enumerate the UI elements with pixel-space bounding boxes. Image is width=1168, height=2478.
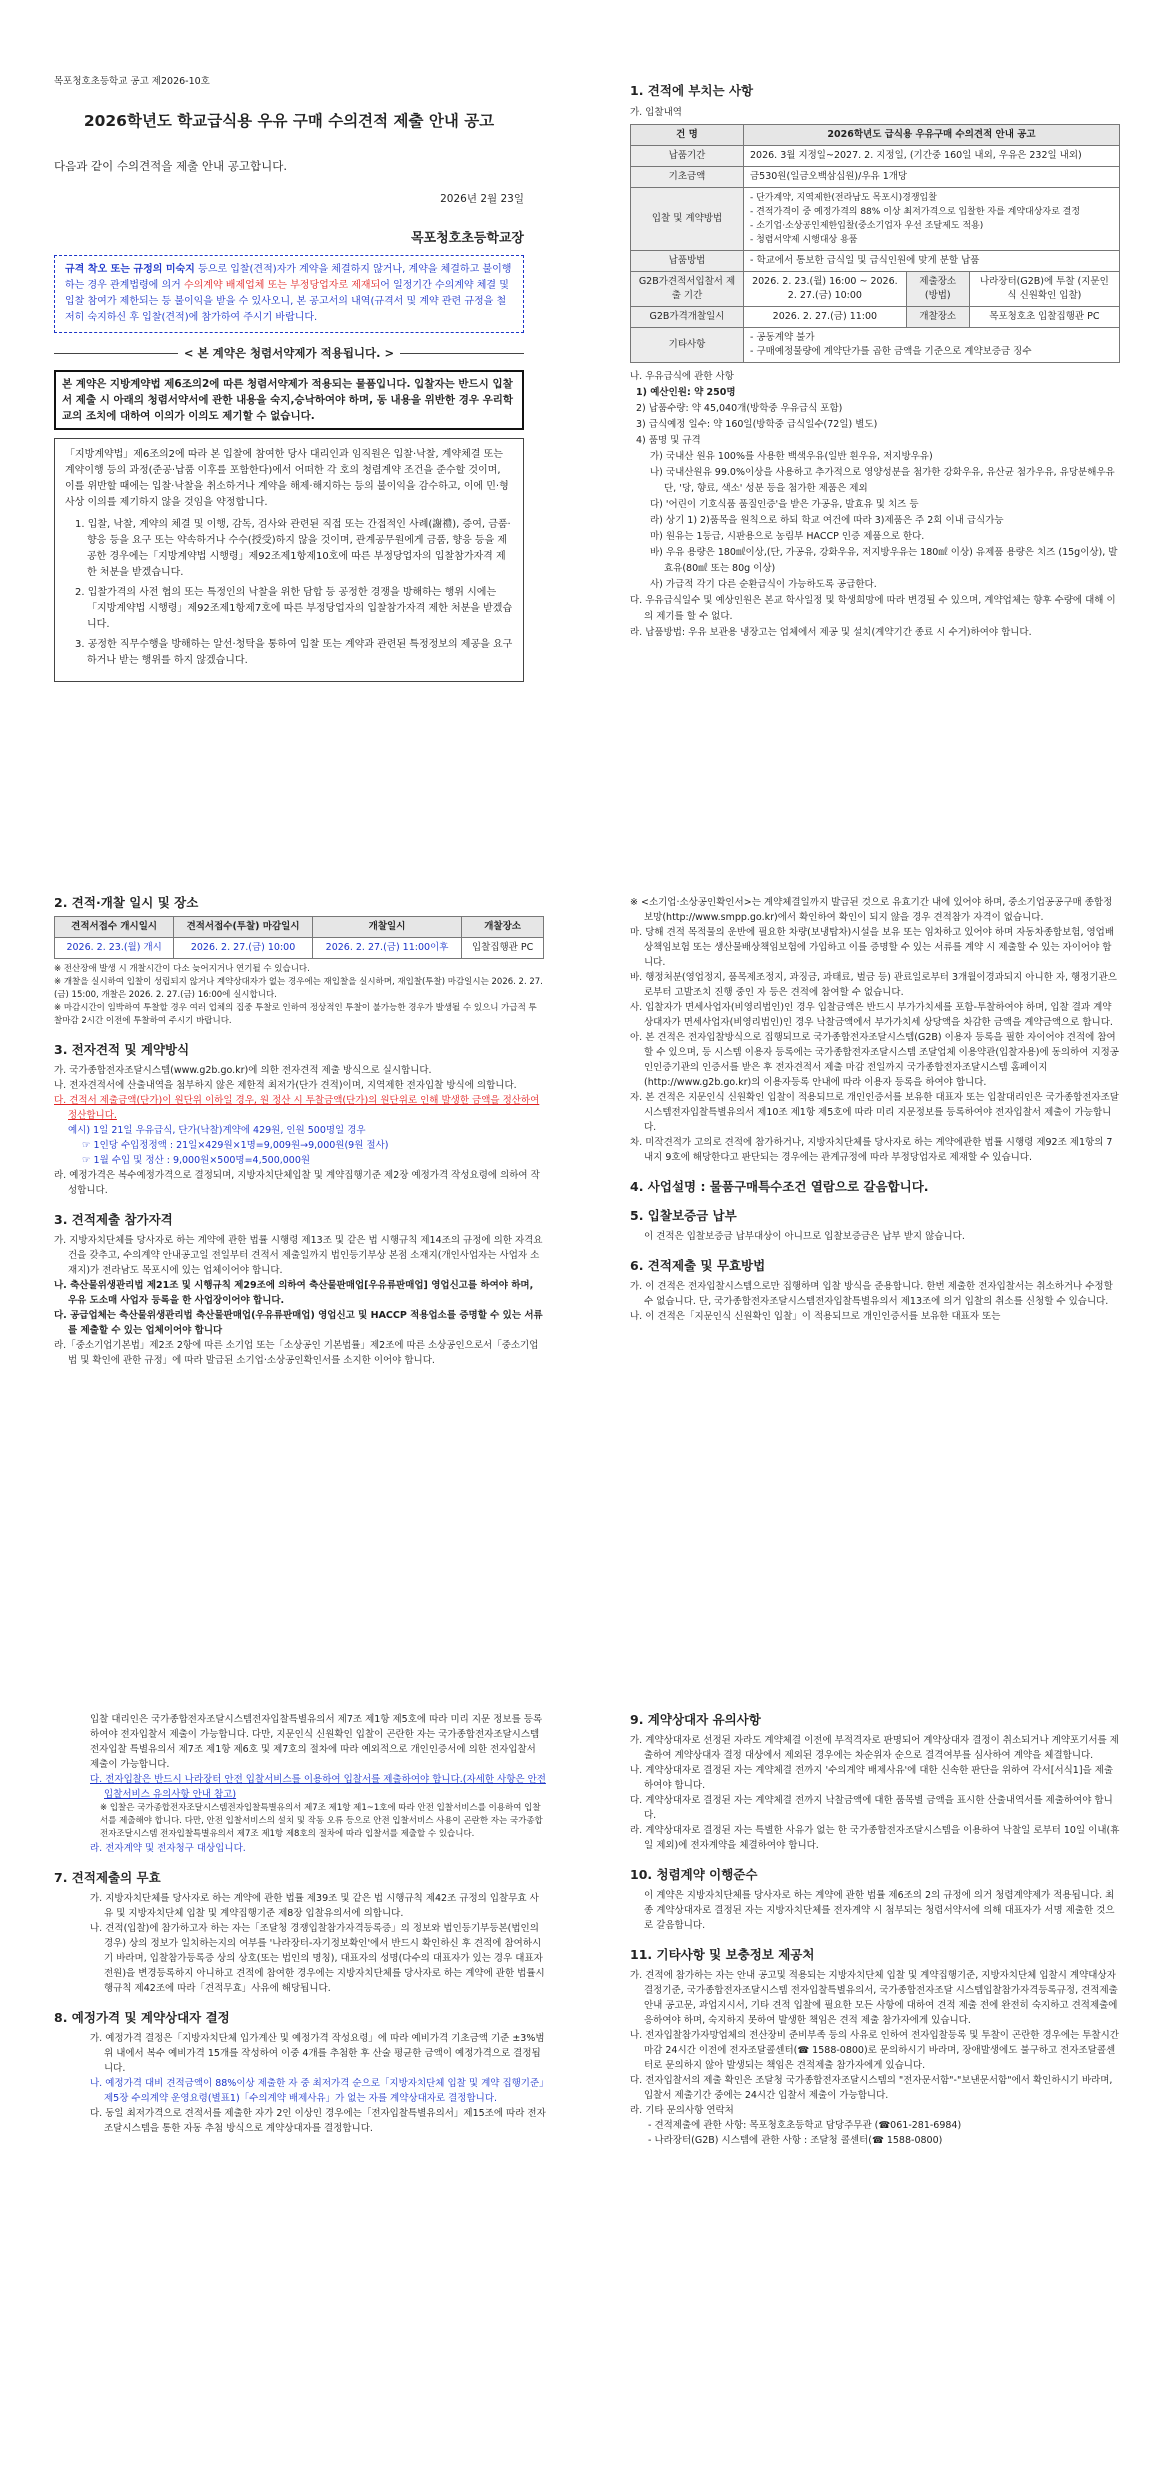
sec8-a: 가. 예정가격 결정은「지방자치단체 입가계산 및 예정가격 작성요령」에 따라 예비가격 기초금액 기준 ±3%범위 내에서 복수 예비가격 15개를 작성하여 이중 4개를 추첨한 후 산술 평균한 금액이 예정가격으로 결정됩니다. bbox=[90, 2033, 545, 2074]
warning-tail: 어 일정기간 수의계약 체결 및 입찰 참여가 제한되는 등 불이익을 받을 수 있사오니, 본 공고서의 내역(규격서 및 계약 관련 규정을 철저히 숙지하신 후 입찰(견적)에 참가하여 주시기 바랍니다. bbox=[65, 280, 509, 323]
sec3-example-2: ☞ 1월 수입 및 정산 : 9,000원×500명=4,500,000원 bbox=[82, 1155, 311, 1166]
sec9-d: 라. 계약상대자로 결정된 자는 특별한 사유가 없는 한 국가종합전자조달시스템을 이용하여 낙찰일 로부터 10일 이내(휴일 제외)에 전자계약을 체결하여야 합니다. bbox=[630, 1825, 1120, 1851]
warning-mid: 등으로 입찰(견적)자가 계약을 체결하지 않거나, 계약을 체결하고 불이행하는 경우 관계법령에 의거 bbox=[65, 264, 512, 291]
sec3-c: 다. 견적서 제출금액(단가)이 원단위 이하일 경우, 원 정산 시 투찰금액(단가)의 원단위로 인해 발생한 금액을 정산하여 정산합니다. bbox=[54, 1095, 540, 1121]
doc-number: 목포청호초등학교 공고 제2026-10호 bbox=[54, 76, 210, 87]
section-2-4 bbox=[54, 895, 544, 1368]
col-header: 견적서접수 개시일시 bbox=[55, 917, 174, 938]
integrity-banner bbox=[54, 345, 524, 362]
sec10-text: 이 계약은 지방자치단체를 당사자로 하는 계약에 관한 법률 제6조의 2의 규정에 의거 청렴계약제가 적용됩니다. 최종 계약상대자로 결정된 자는 지방자치단체를 전자계약 시 첨부되는 청렴서약서에 의해 대표자가 서명 제출한 것으로 갈음합니다. bbox=[644, 1890, 1115, 1931]
cell: 목포청호초 입찰집행관 PC bbox=[969, 307, 1119, 328]
sec8-b: 나. 예정가격 대비 견적금액이 88%이상 제출한 자 중 최저가격 순으로「지방자치단체 입찰 및 계약 집행기준」제5장 수의계약 운영요령(별표1)「수의계약 배제사유」가 없는 자를 계약상대자로 결정합니다. bbox=[90, 2078, 544, 2104]
table-row bbox=[631, 272, 1120, 307]
cell: 2026. 2. 27.(금) 11:00 bbox=[744, 307, 907, 328]
date: 2026년 2월 23일 bbox=[440, 193, 524, 205]
sec9-b: 나. 계약상대자로 결정된 자는 계약체결 전까지 '수의계약 배제사유'에 대한 신속한 판단을 위하여 각서[서식1]을 제출하여야 합니다. bbox=[630, 1765, 1114, 1791]
smpp-note: ※ <소기업·소상공인확인서>는 계약체결일까지 발급된 것으로 유효기간 내에 있어야 하며, 중소기업공공구매 종합정보망(http://www.smpp.go.kr)에서 확인하여 확인이 되지 않을 경우 견적참가 자격이 없습니다. bbox=[630, 897, 1113, 923]
cell: - 학교에서 통보한 급식일 및 급식인원에 맞게 분할 납품 bbox=[744, 251, 1120, 272]
sec4-c: 다. 공급업체는 축산물위생관리법 축산물판매업(우유류판매업) 영업신고 및 HACCP 적용업소를 증명할 수 있는 서류를 제출할 수 있는 업체이어야 합니다 bbox=[54, 1310, 543, 1336]
spec-item: 나) 국내산원유 99.0%이상을 사용하고 추가적으로 영양성분을 첨가한 강화우유, 유산균 첨가우유, 유당분해우유 단, '당, 향료, 색소' 성분 등을 첨가한 제품은 제외 bbox=[650, 467, 1115, 494]
contact-school: - 견적제출에 관한 사항: 목포청호초등학교 담당주무관 (☎061-281-6984) bbox=[648, 2120, 962, 2131]
note: ※ 개찰을 실시하여 입찰이 성립되지 않거나 계약상대자가 없는 경우에는 재입찰을 실시하며, 재입찰(투찰) 마감일시는 2026. 2. 27.(금) 15:00, 개찰은 2026. 2. 27.(금) 16:00에 실시합니다. bbox=[54, 977, 543, 1000]
cell: 입찰집행관 PC bbox=[462, 938, 544, 959]
intro-text: 다음과 같이 수의견적을 제출 안내 공고합니다. bbox=[54, 159, 288, 173]
sec2-title: 2. 견적·개찰 일시 및 장소 bbox=[54, 895, 199, 910]
cell: 2026. 2. 23.(월) 개시 bbox=[55, 938, 174, 959]
sec11-title: 11. 기타사항 및 보충정보 제공처 bbox=[630, 1947, 815, 1962]
sec3-b: 나. 전자견적서에 산출내역을 첨부하지 않은 제한적 최저가(단가 견적)이며, 지역제한 전자입찰 방식에 의합니다. bbox=[54, 1080, 517, 1091]
item-ba: 바. 행정처분(영업정지, 품목제조정지, 과징금, 과태료, 벌금 등) 관료일로부터 3개월이경과되지 아니한 자, 행정기관으로부터 고발조치 진행 중인 자 등은 견적에 참여할 수 없습니다. bbox=[630, 972, 1117, 998]
cell: - 단가계약, 지역제한(전라남도 목포시)경쟁입찰 - 견적가격이 중 예정가격의 88% 이상 최저가격으로 입찰한 자를 계약대상자로 결정 - 소기업·소상공인제한입찰(중소기업자 우선 조달제도 적용) - 청렴서약제 시행대상 용품 bbox=[744, 188, 1120, 251]
sec11-b: 나. 전자입찰참가자망업체의 전산장비 준비부족 등의 사유로 인하여 전자입찰등록 및 투찰이 곤란한 경우에는 투찰시간 마감 24시간 이전에 전자조달콜센터(☎ 1588-0800)로 문의하시기 바라며, 장애발생에도 불구하고 전자조달콜센터로 문의하지 않아 발생되는 책임은 견적제출 참가자에게 있습니다. bbox=[630, 2030, 1119, 2071]
warning-lead: 규격 착오 또는 규정의 미숙지 bbox=[65, 264, 195, 275]
spec-item: 2) 납품수량: 약 45,040개(방학중 우유급식 포함) bbox=[636, 403, 843, 414]
cell: - 공동계약 불가 - 구매예정물량에 계약단가를 곱한 금액을 기준으로 계약보증금 징수 bbox=[744, 328, 1120, 363]
cell: G2B가격개찰일시 bbox=[631, 307, 744, 328]
item-sa: 사. 입찰자가 면세사업자(비영리법인)인 경우 입찰금액은 반드시 부가가치세를 포함-투찰하여야 하며, 입찰 결과 계약상대자가 면세사업자(비영리법인)인 경우 낙찰금액에서 부가가치세 상당액을 차감한 금액을 계약금액으로 합니다. bbox=[630, 1002, 1113, 1028]
section-4-6 bbox=[630, 895, 1120, 1324]
item-ja: 자. 본 견적은 지문인식 신원확인 입찰이 적용되므로 개인인증서를 보유한 대표자 또는 입찰대리인은 국가종합전자조달시스템전자입찰특별유의서 제10조 제1항 제5호에 따라 미리 지문정보를 등록하여야 전자입찰서 제출이 가능합니다. bbox=[630, 1092, 1119, 1133]
pledge-box bbox=[54, 438, 524, 682]
spec-lead: 나. 우유급식에 관한 사항 bbox=[630, 371, 734, 382]
bid-table bbox=[630, 124, 1120, 363]
schedule-table bbox=[54, 916, 544, 959]
sec4-title: 3. 견적제출 참가자격 bbox=[54, 1212, 173, 1227]
cell: 기타사항 bbox=[631, 328, 744, 363]
sec6-note: ※ 입찰은 국가종합전자조달시스템전자입찰특별유의서 제7조 제1항 제1~1호에 따라 안전 입찰서비스를 이용하여 입찰서를 제출해야 합니다. 다만, 안전 입찰서비스의 설치 및 작동 오류 등으로 안전 입찰서비스 사용이 곤란한 자는 국가종합전자조달시스템 전자입찰특별유의서 제7조 제1항 제8호의 절차에 따라 입찰서를 제출할 수 있습니다. bbox=[100, 1803, 543, 1839]
sec7-title: 7. 견적제출의 무효 bbox=[54, 1870, 161, 1885]
issuer: 목포청호초등학교장 bbox=[410, 231, 524, 246]
cell: 납품기간 bbox=[631, 146, 744, 167]
cell: 2026. 2. 27.(금) 11:00이후 bbox=[312, 938, 461, 959]
sec-deposit-title: 5. 입찰보증금 납부 bbox=[630, 1208, 737, 1223]
integrity-banner-text: < 본 계약은 청렴서약제가 적용됩니다. > bbox=[183, 346, 395, 360]
sec10-title: 10. 청렴계약 이행준수 bbox=[630, 1867, 758, 1882]
warning-box bbox=[54, 255, 524, 333]
sec4-a: 가. 지방자치단체를 당사자로 하는 계약에 관한 법률 시행령 제13조 및 같은 법 시행규칙 제14조의 규정에 의한 자격요건을 갖추고, 수의계약 안내공고일 전일부터 견적서 제출일까지 법인등기부상 본점 소재지(개인사업자는 사업자 소재지)가 전라남도 목포시에 있는 업체이어야 합니다. bbox=[54, 1235, 543, 1276]
sec6-title: 6. 견적제출 및 무효방법 bbox=[630, 1258, 766, 1273]
spec-item: 마) 원유는 1등급, 시판용으로 농림부 HACCP 인증 제품으로 한다. bbox=[650, 531, 925, 542]
spec-item: 라. 납품방법: 우유 보관용 냉장고는 업체에서 제공 및 설치(계약기간 종료 시 수거)하여야 합니다. bbox=[630, 627, 1032, 638]
note: ※ 전산장애 발생 시 개찰시간이 다소 늦어지거나 연기될 수 있습니다. bbox=[54, 964, 310, 974]
page-title: 2026학년도 학교급식용 우유 구매 수의견적 제출 안내 공고 bbox=[83, 112, 495, 130]
sec6-b: 나. 이 견적은「지문인식 신원확인 입찰」이 적용되므로 개인인증서를 보유한 대표자 또는 bbox=[630, 1311, 1001, 1322]
cell: 금530원(일금오백삼십원)/우유 1개당 bbox=[744, 167, 1120, 188]
section-9-11 bbox=[630, 1712, 1120, 2148]
spec-item: 라) 상기 1) 2)품목을 원칙으로 하되 학교 여건에 따라 3)제품은 주 2회 이내 급식가능 bbox=[650, 515, 1004, 526]
col-header: 개찰일시 bbox=[312, 917, 461, 938]
table-row bbox=[631, 307, 1120, 328]
pledge-body: 「지방계약법」제6조의2에 따라 본 입찰에 참여한 당사 대리인과 임직원은 입찰·낙찰, 계약체결 또는 계약이행 등의 과정(준공·납품 이후를 포함한다)에서 어떠한 각 호의 청렴계약 조건을 준수할 것이며, 이를 위반할 때에는 입찰·낙찰을 취소하거나 계약을 해제·해지하는 등의 불이익을 감수하고, 이에 민·형사상 이의를 제기하지 않을 것임을 약정합니다. bbox=[65, 449, 509, 508]
note: ※ 마감시간이 임박하여 투찰할 경우 여러 업체의 집중 투찰로 인하여 정상적인 투찰이 불가능한 경우가 발생될 수 있으니 가급적 투찰마감 2시간 이전에 투찰하여 주시기 바랍니다. bbox=[54, 1003, 537, 1026]
sec11-c: 다. 전자입찰서의 제출 확인은 조달청 국가종합전자조달시스템의 "전자문서함"-"보낸문서함"에서 확인하시기 바라며, 입찰서 제출기간 중에는 24시간 입찰서 제출이 가능합니다. bbox=[630, 2075, 1113, 2101]
sec3-example-1: ☞ 1인당 수입정정액 : 21일×429원×1명=9,009원→9,000원(9원 절사) bbox=[82, 1140, 389, 1151]
spec-item: 1) 예산인원: 약 250명 bbox=[636, 387, 736, 398]
bid-table-th-label: 건 명 bbox=[631, 125, 744, 146]
sec1-title: 1. 견적에 부치는 사항 bbox=[630, 83, 754, 98]
pledge-item-2: 2. 입찰가격의 사전 협의 또는 특정인의 낙찰을 위한 담합 등 공정한 경쟁을 방해하는 행위 시에는「지방계약법 시행령」제92조제1항제7호에 따른 부정당업자의 입찰참가자격 제한 처분을 받겠습니다. bbox=[75, 587, 513, 630]
sec2-notes bbox=[54, 963, 544, 1028]
sec1-sub: 가. 입찰내역 bbox=[630, 107, 682, 118]
spec-item: 3) 급식예정 일수: 약 160일(방학중 급식일수(72일) 별도) bbox=[636, 419, 878, 430]
section-6-8 bbox=[54, 1712, 546, 2136]
cell: 2026. 2. 27.(금) 10:00 bbox=[174, 938, 313, 959]
section-header bbox=[54, 74, 524, 682]
pledge-item-3: 3. 공정한 직무수행을 방해하는 알선·청탁을 통하여 입찰 또는 계약과 관련된 특정정보의 제공을 요구하거나 받는 행위를 하지 않겠습니다. bbox=[75, 639, 513, 666]
sec7-b: 나. 견적(입찰)에 참가하고자 하는 자는「조달청 경쟁입찰참가자격등록증」의 정보와 법인등기부등본(법인의 경우) 상의 정보가 일치하는지의 여부를 '나라장터-자기정보확인'에서 반드시 확인하신 후 견적에 참여하시기 바라며, 입찰참가등록증 상의 상호(또는 법인의 명칭), 대표자의 성명(다수의 대표자가 있는 경우 대표자 전원)을 변경등록하지 아니하고 견적에 참여한 경우에는 지방자치단체를 당사자로 하는 계약에 관한 법률시행규칙 제42조에 따라「견적무효」사유에 해당됩니다. bbox=[90, 1923, 545, 1994]
spec-item: 사) 가급적 각기 다른 순환급식이 가능하도록 공급한다. bbox=[650, 579, 877, 590]
pledge-item-1: 1. 입찰, 낙찰, 계약의 체결 및 이행, 감독, 검사와 관련된 직접 또는 간접적인 사례(謝禮), 증여, 금품·향응 등을 요구 또는 약속하거나 수수(授受)하지 않을 것이며, 관계공무원에게 금품, 향응 등을 제공한 경우에는「지방계약법 시행령」제92조제1항제10호에 따른 부정당업자의 입찰참가자격 제한 처분을 받겠습니다. bbox=[75, 519, 511, 578]
sec3-d: 라. 예정가격은 복수예정가격으로 결정되며, 지방자치단체입찰 및 계약집행기준 제2장 예정가격 작성요령에 의하여 작성합니다. bbox=[54, 1170, 540, 1196]
sec4-b: 나. 축산물위생관리법 제21조 및 시행규칙 제29조에 의하여 축산물판매업[우유류판매업] 영업신고를 하여야 하며, 우유 도소매 사업자 등록을 한 사업장이어야 합니다. bbox=[54, 1280, 534, 1306]
item-cha: 차. 미작견적가 고의로 견적에 참가하거나, 지방자치단체를 당사자로 하는 계약에관한 법률 시행령 제92조 제1항의 7내지 9호에 해당한다고 판단되는 경우에는 관계규정에 따라 부정당업자로 제재할 수 있습니다. bbox=[630, 1137, 1113, 1163]
cell: 제출장소 (방법) bbox=[906, 272, 969, 307]
sec9-c: 다. 계약상대자로 결정된 자는 계약체결 전까지 낙찰금액에 대한 품목별 금액을 표시한 산출내역서를 제출하여야 합니다. bbox=[630, 1795, 1113, 1821]
cell: G2B가견적서입찰서 제출 기간 bbox=[631, 272, 744, 307]
cell: 기초금액 bbox=[631, 167, 744, 188]
sec-deposit-text: 이 견적은 입찰보증금 납부대상이 아니므로 입찰보증금은 납부 받지 않습니다. bbox=[644, 1231, 965, 1242]
cell: 2026. 2. 23.(월) 16:00 ~ 2026. 2. 27.(금) 10:00 bbox=[744, 272, 907, 307]
table-row bbox=[631, 328, 1120, 363]
table-row bbox=[631, 167, 1120, 188]
cell: 개찰장소 bbox=[906, 307, 969, 328]
sec6-a: 가. 이 견적은 전자입찰시스템으로만 집행하며 입찰 방식을 준용합니다. 한번 제출한 전자입찰서는 취소하거나 수정할 수 없습니다. 단, 국가종합전자조달시스템전자입찰특별유의서 제13조에 의거 입찰의 취소를 신청할 수 있습니다. bbox=[630, 1281, 1113, 1307]
cell: 2026. 3월 지정일~2027. 2. 지정일, (기간중 160일 내외, 우유은 232일 내외) bbox=[744, 146, 1120, 167]
sec6-b-cont: 입찰 대리인은 국가종합전자조달시스템전자입찰특별유의서 제7조 제1항 제5호에 따라 미리 지문 정보를 등록하여야 전자입찰서 제출이 가능합니다. 다만, 지문인식 신원확인 입찰이 곤란한 자는 국가종합전자조달시스템 전자입찰 특별유의서 제7조 제1항 제6호 및 제7호의 절차에 따라 예외적으로 개인인증서에 의한 전자입찰서 제출이 가능합니다. bbox=[90, 1714, 543, 1770]
table-row bbox=[631, 188, 1120, 251]
table-row bbox=[631, 146, 1120, 167]
sec9-a: 가. 계약상대자로 선정된 자라도 계약체결 이전에 부적격자로 판명되어 계약상대자 결정이 취소되거나 계약포기서를 제출하여 계약상대자 결정 대상에서 제외된 경우에는 차순위자 순으로 결격여부를 심사하여 계약을 체결합니다. bbox=[630, 1735, 1119, 1761]
cell: 입찰 및 계약방법 bbox=[631, 188, 744, 251]
sec6-d: 라. 전자계약 및 전자청구 대상입니다. bbox=[90, 1843, 246, 1854]
sec8-c: 다. 동일 최저가격으로 견적서를 제출한 자가 2인 이상인 경우에는「전자입찰특별유의서」제15조에 따라 전자조달시스템을 통한 자동 추첨 방식으로 계약상대자를 결정합니다. bbox=[90, 2108, 546, 2134]
sec6-c: 다. 전자입찰은 반드시 나라장터 안전 입찰서비스를 이용하여 입찰서를 제출하여야 합니다.(자세한 사항은 안전 입찰서비스 유의사항 안내 참고) bbox=[90, 1774, 546, 1800]
sec11-a: 가. 견적에 참가하는 자는 안내 공고및 적용되는 지방자치단체 입찰 및 계약집행기준, 지방자치단체 입찰시 계약대상자 결정기준, 국가종합전자조달시스템 전자입찰특별유의서, 국가종합전자조달 시스템입찰참가자격등록규정, 견적제출 안내 공고문, 과업지시서, 기타 견적 입찰에 필요한 모든 사항에 대하여 견적 제출 전에 완전히 숙지하고 견적제출에 응하여야 하며, 숙지하지 못하여 발생한 책임은 견적 제출 참가자에게 있습니다. bbox=[630, 1970, 1118, 2026]
table-row bbox=[631, 251, 1120, 272]
sec3-a: 가. 국가종합전자조달시스템(www.g2b.go.kr)에 의한 전자견적 제출 방식으로 실시합니다. bbox=[54, 1065, 432, 1076]
item-ma: 마. 당해 견적 목적물의 운반에 필요한 차량(보냉탑차)시설을 보유 또는 임차하고 있어야 하며 자동차종합보험, 영업배상책임보험 또는 생산물배상책임보험에 가입하고 이를 증명할 수 있는 서류를 계약 시 제출할 수 있는 자이어야 합니다. bbox=[630, 927, 1115, 968]
bid-table-th-value: 2026학년도 급식용 우유구매 수의견적 안내 공고 bbox=[744, 125, 1120, 146]
sec-business-desc: 4. 사업설명 : 물품구매특수조건 열람으로 갈음합니다. bbox=[630, 1179, 929, 1194]
sec3-example: 예시) 1일 21일 우유급식, 단가(낙찰)계약에 429원, 인원 500명일 경우 bbox=[68, 1125, 366, 1136]
sec8-title: 8. 예정가격 및 계약상대자 결정 bbox=[54, 2010, 230, 2025]
sec11-d: 라. 기타 문의사항 연락처 bbox=[630, 2105, 734, 2116]
spec-item: 다) '어린이 기호식품 품질인증'을 받은 가공유, 발효유 및 치즈 등 bbox=[650, 499, 919, 510]
section-1 bbox=[630, 82, 1120, 641]
spec-item: 바) 우유 용량은 180㎖이상,(단, 가공유, 강화우유, 저지방우유는 180㎖ 이상) 유제품 용량은 치즈 (15g이상), 발효유(80㎖ 또는 80g 이상) bbox=[650, 547, 1118, 574]
warning-red: 수의계약 배제업체 또는 부정당업자로 제재되 bbox=[183, 280, 381, 291]
integrity-box: 본 계약은 지방계약법 제6조의2에 따른 청렴서약제가 적용되는 물품입니다. 입찰자는 반드시 입찰서 제출 시 아래의 청렴서약서에 관한 내용을 숙지,승낙하여야 하며, 동 내용을 위반한 경우 우리학교의 조치에 대하여 이의가 이의도 제기할 수 없습니다. bbox=[54, 370, 524, 430]
sec9-title: 9. 계약상대자 유의사항 bbox=[630, 1712, 761, 1727]
cell: 나라장터(G2B)에 투찰 (지문인식 신원확인 입찰) bbox=[969, 272, 1119, 307]
spec-item: 가) 국내산 원유 100%를 사용한 백색우유(일반 흰우유, 저지방우유) bbox=[650, 451, 933, 462]
col-header: 견적서접수(투찰) 마감일시 bbox=[174, 917, 313, 938]
sec3-title: 3. 전자견적 및 계약방식 bbox=[54, 1042, 190, 1057]
spec-item: 다. 우유급식일수 및 예상인원은 본교 학사일정 및 학생희망에 따라 변경될 수 있으며, 계약업체는 향후 수량에 대해 이의 제기를 할 수 없다. bbox=[630, 595, 1116, 622]
col-header: 개찰장소 bbox=[462, 917, 544, 938]
item-a: 아. 본 견적은 전자입찰방식으로 집행되므로 국가종합전자조달시스템(G2B) 이용자 등록을 필한 자이어야 견적에 참여할 수 있으며, 등 시스템 이용자 등록에는 국가종합전자조달시스템 조달업체 이용약관(입찰자용)에 동의하여 지정공인인증기관의 인증서를 받은 후 전자견적서 제출 마감 전일까지 국가종합전자조달시스템 홈페이지(http://www.g2b.go.kr)의 이용자등록 안내에 따라 이용자 등록을 하여야 합니다. bbox=[630, 1032, 1119, 1088]
sec4-d: 라.「중소기업기본법」제2조 2항에 따른 소기업 또는「소상공인 기본법률」제2조에 따른 소상공인으로서「중소기업법 및 확인에 관한 규정」에 따라 발급된 소기업·소상공인확인서를 소지한 이어야 합니다. bbox=[54, 1340, 539, 1366]
table-row bbox=[55, 938, 544, 959]
contact-g2b: - 나라장터(G2B) 시스템에 관한 사항 : 조달청 콜센터(☎ 1588-0800) bbox=[648, 2135, 943, 2146]
spec-item: 4) 품명 및 규격 bbox=[636, 435, 701, 446]
cell: 납품방법 bbox=[631, 251, 744, 272]
milk-spec bbox=[630, 369, 1120, 641]
sec7-a: 가. 지방자치단체를 당사자로 하는 계약에 관한 법률 제39조 및 같은 법 시행규칙 제42조 규정의 입찰무효 사유 및 지방자치단체 입찰 및 계약집행기준 제8장 입찰유의서에 의합니다. bbox=[90, 1893, 539, 1919]
